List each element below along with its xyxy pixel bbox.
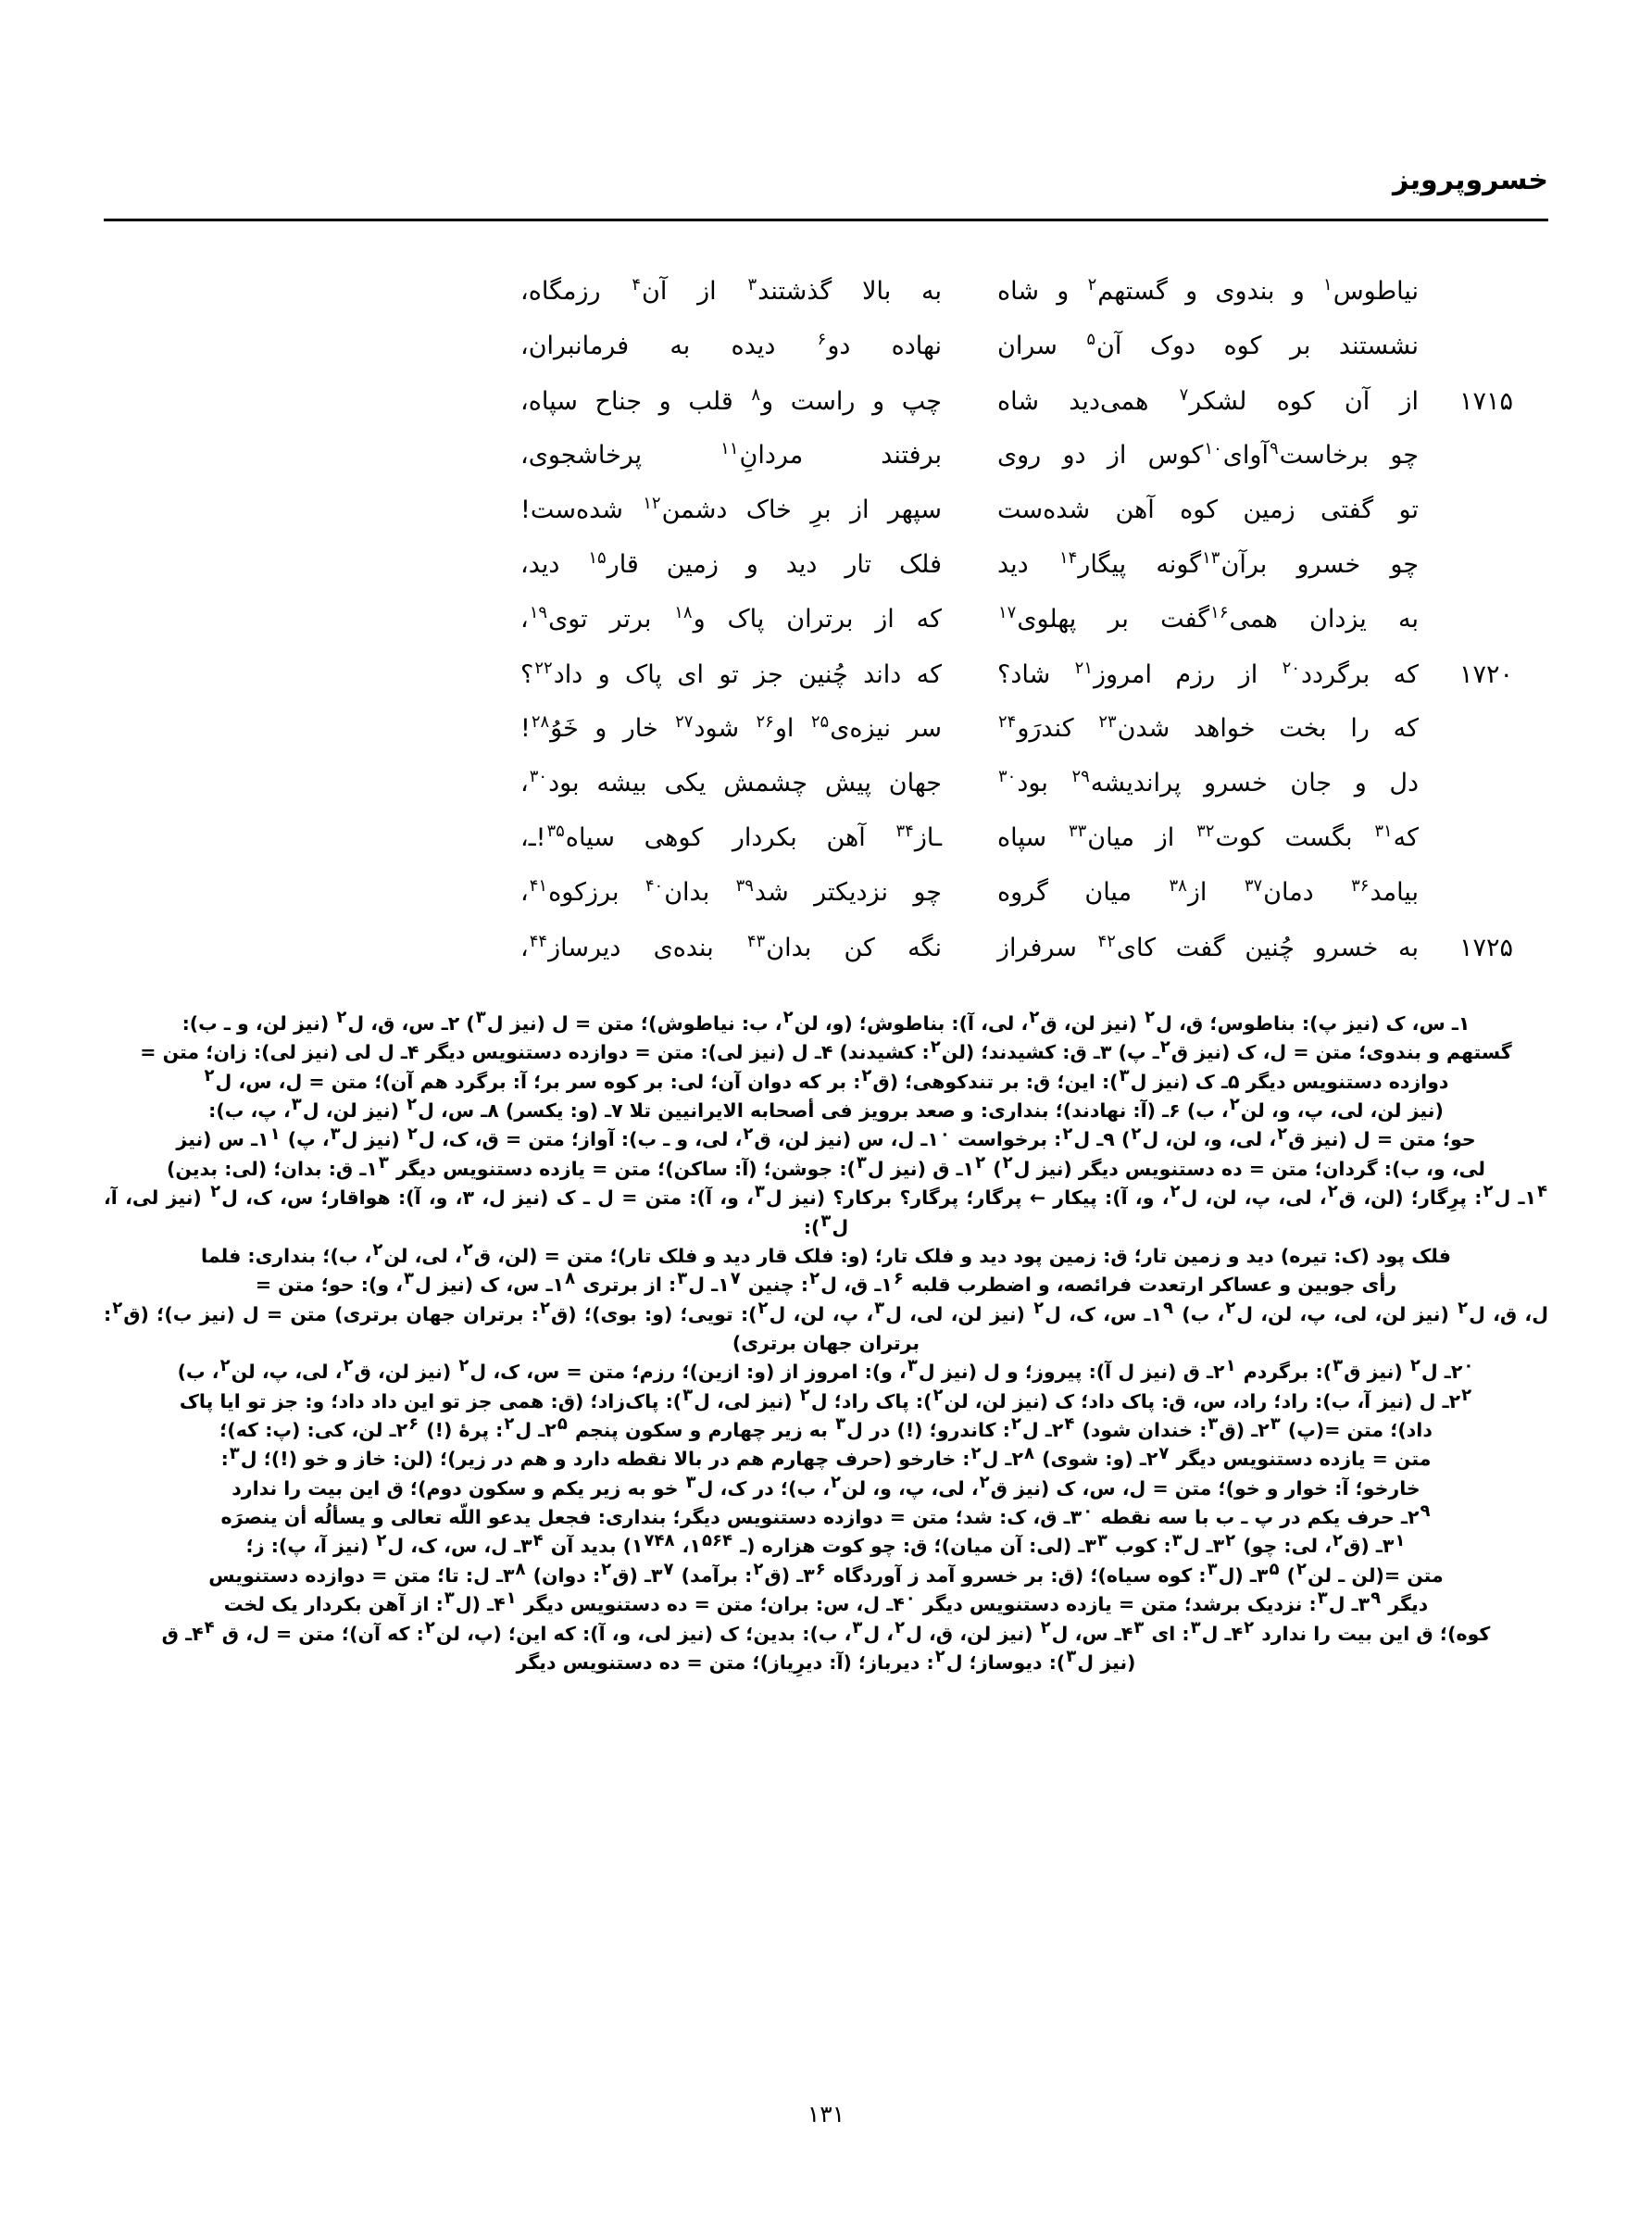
apparatus-line: ل، ق، ل$^۲$ (نیز لن، لی، پ، لن، ل$^۲$، ب) $۱^۹ـ$ س، ک، ل$^۲$ (نیز لن، لی، ل$^۳$، پ، لن، ل$^۲$): تویی؛ (و: بوی)؛ (ق$^۲$: برتران جهان برتری) متن = ل (نیز ب)؛ (ق$^۲$: برتران جهان برتری) <box>104 1298 1548 1354</box>
apparatus-line: دوازده دستنویس دیگر ۵ـ ک (نیز ل$^۳$): این؛ ق: بر تندکوهی؛ (ق$^۲$: بر که دوان آن؛ لی: بر کوه سر بر؛ آ: برگرد هم آن)؛ متن = ل، س، ل$^۲$ <box>204 1065 1449 1093</box>
apparatus-line: متن = یازده دستنویس دیگر $۲^۷ـ$ (و: شوی) $۲^۸ـ$ ل$^۲$: خارخو (حرف چهارم هم در بالا نقطه دارد و هم در زیر)؛ (لن: خاز و خو (!)؛ ل$^۳$: <box>220 1443 1432 1471</box>
apparatus-line: $۲^۰ـ$ ل$^۲$ (نیز ق$^۳$): برگردم $۲^۱ـ$ ق (نیز ل آ): پیروز؛ و ل (نیز ل$^۳$، و): امروز از (و: ازین)؛ رزم؛ متن = س، ک، ل$^۲$ (نیز لن، ق$^۲$، لی، پ، لن$^۲$، ب) <box>177 1356 1474 1384</box>
verse-row <box>139 330 1513 387</box>
apparatus-line: کوه)؛ ق این بیت را ندارد $۴^۲ـ$ ل$^۳$: ای $۴^۳ـ$ س، ل$^۲$ (نیز لن، ق، ل$^۲$، ل$^۳$، ب): بدین؛ ک (نیز لی، و، آ): که این؛ (پ، لن$^۲$: که آن)؛ متن = ل، ق $۴^۴ـ$ ق <box>161 1617 1491 1645</box>
verse-row <box>139 660 1513 715</box>
verse-row <box>139 712 1513 770</box>
apparatus-line: (نیز لن، لی، پ، و، لن$^۲$، ب) ۶ـ (آ: نهادند)؛ بنداری: و صعد برویز فی أصحابه الایرانیین تلا ۷ـ (و: یکسر) ۸ـ س، ل$^۲$ (نیز لن، ل$^۳$، پ، ب): <box>208 1095 1444 1123</box>
apparatus-line: $۱^۴ـ$ ل$^۲$: پرِگار؛ (لن، ق$^۲$، لی، پ، لن، ل$^۲$، و، آ): پیکار ← پرگار؛ پرگار؟ برکار؟ (نیز ل$^۳$، و، آ): متن = ل ـ ک (نیز ل، ۳، و، آ): هواقار؛ س، ک، ل$^۲$ (نیز لی، آ، ل$^۳$): <box>104 1182 1548 1238</box>
hemistich-first: که$^{۳۱}$ بگست کوت$^{۳۲}$ از میان$^{۳۳}$ سپاه <box>997 822 1419 852</box>
hemistich-second: برفتند مردانِ$^{۱۱}$ پرخاشجوی، <box>520 439 942 470</box>
verse-row <box>139 824 1513 879</box>
hemistich-second: سر نیزه‌ی$^{۲۵}$ او$^{۲۶}$ شود$^{۲۷}$ خار و خَوُ$^{۲۸}$! <box>520 712 942 743</box>
hemistich-second: ـاز$^{۳۴}$ آهن بکردار کوهی سیاه$^{۳۵}$!ـ، <box>520 822 942 852</box>
verse-row <box>139 934 1513 988</box>
verse-row <box>139 439 1513 496</box>
verse-row <box>139 548 1513 606</box>
verse-row <box>139 275 1513 333</box>
critical-apparatus <box>104 1010 1548 1677</box>
hemistich-first: تو گفتی زمین کوه آهن شده‌ست <box>997 496 1419 524</box>
verse-number: ۱۷۱۵ <box>1458 387 1513 416</box>
hemistich-first: به یزدان همی$^{۱۶}$گفت بر پهلوی$^{۱۷}$ <box>998 603 1419 634</box>
verse-number: ۱۷۲۰ <box>1458 660 1513 689</box>
hemistich-first: از آن کوه لشکر$^۷$ همی‌دید شاه <box>997 385 1419 416</box>
hemistich-second: که داند چُنین جز تو ای پاک و داد$^{۲۲}$؟ <box>520 659 942 689</box>
hemistich-first: نیاطوس$^۱$ و بندوی و گستهم$^۲$ و شاه <box>997 275 1420 306</box>
verse-row <box>139 387 1513 442</box>
apparatus-line: $۳^۱ـ$ (ق$^۲$، لی: چو) $۳^۲ـ$ ل$^۳$: کوب $۳^۳ـ$ (لی: آن میان)؛ ق: چو کوت هزاره (ـ $۱^{۵۶۴}،$ $۱^{۷۴۸}$) بدید آن $۳^۴ـ$ ل، س، ک، ل$^۲$ (نیز آ، پ): ز؛ <box>245 1530 1406 1558</box>
hemistich-first: بیامد$^{۳۶}$ دمان$^{۳۷}$ از$^{۳۸}$ میان گروه <box>997 876 1420 907</box>
hemistich-second: نگه کن بدان$^{۴۳}$ بنده‌ی دیرساز$^{۴۴}$، <box>520 932 942 962</box>
hemistich-second: نهاده دو$^۶$ دیده به فرمانبران، <box>520 330 942 360</box>
apparatus-line: (نیز ل$^۳$): دیوساز؛ ل$^۲$: دیرباز؛ (آ: دیرِیاز)؛ متن = ده دستنویس دیگر <box>516 1647 1136 1674</box>
hemistich-first: چو خسرو برآن$^{۱۳}$گونه پیگار$^{۱۴}$ دید <box>997 548 1420 579</box>
apparatus-line: خارخو؛ آ: خوار و خو)؛ متن = ل، س، ک (نیز ق$^۲$، لی، پ، و، لن$^۲$، ب)؛ در ک، ل$^۳$ خو به زیر یکم و سکون دوم)؛ ق این بیت را ندارد <box>232 1472 1420 1500</box>
verse-block <box>139 275 1513 982</box>
apparatus-line: $۲^۹ـ$ حرف یکم در پ ـ ب با سه نقطه $۳^۰ـ$ ق، ک: شد؛ متن = دوازده دستنویس دیگر؛ بنداری: فجعل یدعو اللّه تعالی و یسألُه أن ینصرَه <box>220 1501 1431 1529</box>
hemistich-second: چپ و راست و$^۸$ قلب و جناح سپاه، <box>520 385 942 416</box>
apparatus-line: حو؛ متن = ل (نیز ق$^۲$، لی، و، لن، ل$^۲$) ۹ـ ل$^۲$: برخواست $۱^۰ـ$ ل، س (نیز لن، ق$^۲$، لی، و ـ ب): آواز؛ متن = ق، ک، ل$^۲$ (نیز ل$^۳$، پ) $۱^۱ـ$ س (نیز <box>176 1123 1476 1151</box>
hemistich-first: نشستند بر کوه دوک آن$^۵$ سران <box>997 330 1420 360</box>
apparatus-line: متن =(لن ـ لن$^۲$) $۳^۵ـ$ (ل$^۳$: کوه سیاه)؛ (ق: بر خسرو آمد ز آوردگاه $۳^۶ـ$ (ق$^۲$: برآمد) $۳^۷ـ$ (ق$^۲$: دوان) $۳^۸ـ$ ل: تا؛ متن = دوازده دستنویس <box>208 1560 1444 1587</box>
apparatus-line: گستهم و بندوی؛ متن = ل، ک (نیز ق$^۲$ـ پ) ۳ـ ق: کشیدند؛ (لن$^۲$: کشیدند) ۴ـ ل (نیز لی): متن = دوازده دستنویس دیگر ۴ـ ل لی (نیز لی): زان؛ متن = <box>140 1036 1512 1064</box>
verse-row <box>139 603 1513 660</box>
hemistich-first: که را بخت خواهد شدن$^{۲۳}$ کندرَو$^{۲۴}$ <box>998 712 1419 743</box>
apparatus-line: ۱ـ س، ک (نیز پ): بناطوس؛ ق، ل$^۲$ (نیز لن، ق$^۲$، لی، آ): بناطوش؛ (و، لن$^۲$، ب: نیاطوش)؛ متن = ل (نیز ل$^۳$) ۲ـ س، ق، ل$^۲$ (نیز لن، و ـ ب): <box>181 1008 1471 1035</box>
verse-row <box>139 767 1513 824</box>
page-header <box>104 164 1548 228</box>
header-divider-rule <box>104 219 1548 221</box>
apparatus-line: دیگر $۳^۹ـ$ ل$^۳$: نزدیک برشد؛ متن = یازده دستنویس دیگر $۴^۰ـ$ ل، س: بران؛ متن = ده دستنویس دیگر $۴^۱ـ$ (ل$^۳$: از آهن بکردار یک لخت <box>223 1588 1429 1616</box>
hemistich-first: چو برخاست$^۹$آوای$^{۱۰}$کوس از دو روی <box>997 439 1420 470</box>
apparatus-line: $۲^۲ـ$ ل (نیز آ، ب): راد؛ راد، س، ق: پاک داد؛ ک (نیز لن، لن$^۲$): پاک راد؛ ل$^۲$ (نیز لی، ل$^۳$): پاک‌زاد؛ (ق: همی جز تو این داد داد؛ و: جز تو ایا پاک <box>179 1385 1472 1412</box>
apparatus-line: داد)؛ متن =(پ) $۲^۳ـ$ (ق$^۳$: خندان شود) $۲^۴ـ$ ل$^۲$: کاندرو؛ (!) در ل$^۳$ به زیر چهارم و سکون پنجم $۲^۵ـ$ ل$^۲$: پرهٔ (!) $۲^۶ـ$ لن، کی: (پ: که)؛ <box>219 1414 1433 1442</box>
running-head-title: خسروپرویز <box>1393 164 1548 196</box>
verse-row <box>139 876 1513 934</box>
hemistich-second: جهان پیش چشمش یکی بیشه بود$^{۳۰}$، <box>520 767 942 797</box>
apparatus-line: لی، و، ب): گردان؛ متن = ده دستنویس دیگر (نیز ل$^۲$) $۱^۲ـ$ ق (نیز ل$^۳$): جوشن؛ (آ: ساکن)؛ متن = یازده دستنویس دیگر $۱^۳ـ$ ق: بدان؛ (لی: بدین) <box>167 1152 1485 1180</box>
verse-number: ۱۷۲۵ <box>1458 934 1513 962</box>
hemistich-first: به خسرو چُنین گفت کای$^{۴۲}$ سرفراز <box>997 932 1419 962</box>
folio-number: ۱۳۱ <box>807 2101 845 2127</box>
hemistich-first: که برگردد$^{۲۰}$ از رزم امروز$^{۲۱}$ شاد؟ <box>997 659 1419 689</box>
hemistich-second: به بالا گذشتند$^۳$ از آن$^۴$ رزمگاه، <box>520 275 942 306</box>
apparatus-line: رأی جوبین و عساکر ارتعدت فرائصه، و اضطرب قلبه $۱^۶ـ$ ق، ل$^۲$: چنین $۱^۷ـ$ ل$^۳$: از برتری $۱^۸ـ$ س، ک (نیز ل$^۳$، و): حو؛ متن = <box>255 1269 1397 1297</box>
hemistich-first: دل و جان خسرو پراندیشه$^{۲۹}$ بود$^{۳۰}$ <box>998 767 1419 797</box>
hemistich-second: چو نزدیکتر شد$^{۳۹}$ بدان$^{۴۰}$ برزکوه$^{۴۱}$، <box>520 876 942 907</box>
hemistich-second: فلک تار دید و زمین قار$^{۱۵}$ دید، <box>520 548 942 579</box>
apparatus-line: فلک پود (ک: تیره) دید و زمین تار؛ ق: زمین پود دید و فلک تار؛ (و: فلک قار دید و فلک تار)؛ متن = (لن، ق$^۲$، لی، لن$^۲$، ب)؛ بنداری: فلما <box>201 1240 1451 1267</box>
hemistich-second: سپهر از برِ خاک دشمن$^{۱۲}$ شده‌ست! <box>520 494 942 524</box>
hemistich-second: که از برتران پاک و$^{۱۸}$ برتر توی$^{۱۹}$، <box>520 603 942 634</box>
verse-row <box>139 496 1513 551</box>
